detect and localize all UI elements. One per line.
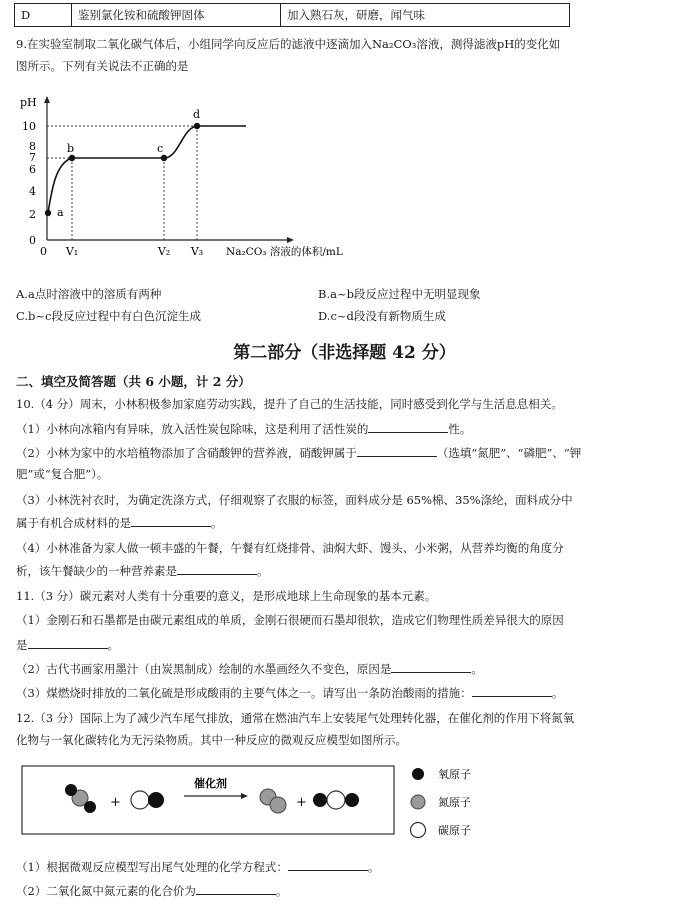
q9-option-a: A.a点时溶液中的溶质有两种 (16, 287, 162, 301)
molecule-co2 (313, 791, 359, 809)
q11-part3-text: （3）煤燃烧时排放的二氧化硫是形成酸雨的主要气体之一。请写出一条防治酸雨的措施： (16, 686, 472, 700)
q10-part2-cont: 肥”或“复合肥”）。 (16, 467, 109, 481)
q10-part2-text: （2）小林为家中的水培植物添加了含硝酸钾的营养液，硝酸钾属于 (16, 446, 357, 460)
q9-stem-line1: 9.在实验室制取二氧化碳气体后，小组同学向反应后的滤液中逐滴加入Na₂CO₃溶液，测得滤液pH的变化如 (16, 37, 561, 51)
q10-part3-cont (16, 514, 223, 531)
q10-part3-text: 属于有机合成材料的是 (16, 516, 131, 530)
q12-part2-text: （2）二氧化氮中氮元素的化合价为 (16, 884, 196, 898)
carbon-atom-icon (411, 823, 426, 838)
x-ticks (40, 245, 203, 258)
x-axis-label: Na₂CO₃ 溶液的体积/mL (226, 246, 343, 258)
y-tick-label: 6 (29, 163, 36, 176)
punctuation: 。 (367, 860, 380, 874)
answer-blank[interactable] (368, 420, 448, 433)
q11-stem: 11.（3 分）碳元素对人类有十分重要的意义，是形成地球上生命现象的基本元素。 (16, 589, 437, 603)
section2-title: 二、填空及简答题（共 6 小题，计 2 分） (16, 374, 251, 389)
q10-part1-text: （1）小林向冰箱内有异味，放入活性炭包除味，这是利用了活性炭的 (16, 422, 369, 436)
table-cell: 加入熟石灰，研磨，闻气味 (281, 4, 570, 27)
punctuation: 。 (275, 884, 288, 898)
q11-part2-text: （2）古代书画家用墨汁（由炭黑制成）绘制的水墨画经久不变色，原因是 (16, 662, 392, 676)
point-label: d (193, 108, 201, 121)
table-cell: 鉴别氯化铵和硫酸钾固体 (72, 4, 281, 27)
y-axis-label: pH (20, 96, 37, 109)
answer-blank[interactable] (28, 636, 108, 649)
point-b (69, 155, 75, 161)
q10-part4: （4）小林准备为家人做一顿丰盛的午餐，午餐有红烧排骨、油焖大虾、馒头、小米粥，从营养均衡的角度分 (16, 541, 564, 555)
q10-part2-suffix: （选填“氮肥”、“磷肥”、“钾 (436, 446, 582, 460)
punctuation: 。 (107, 638, 119, 652)
q10-part1-suffix: 性。 (448, 422, 472, 436)
q11-part2 (16, 660, 483, 677)
q10-part1 (16, 420, 471, 437)
q12-part2 (16, 882, 287, 899)
x-tick-label: V₃ (190, 245, 204, 258)
point-d (194, 123, 200, 129)
q11-part1-cont (16, 636, 119, 653)
q10-part2 (16, 444, 581, 461)
y-tick-label: 7 (29, 151, 36, 164)
catalyst-label: 催化剂 (194, 777, 227, 790)
punctuation: 。 (257, 564, 269, 578)
y-tick-label: 8 (29, 140, 36, 153)
point-label: c (157, 142, 164, 155)
q12-stem-line1: 12.（3 分）国际上为了减少汽车尾气排放，通常在燃油汽车上安装尾气处理转化器，在催化剂的作用下将氮氧 (16, 711, 575, 725)
y-tick-label: 0 (29, 234, 36, 247)
q12-part1-text: （1）根据微观反应模型写出尾气处理的化学方程式： (16, 860, 288, 874)
part2-title: 第二部分（非选择题 42 分） (233, 343, 456, 363)
q12-stem-line2: 化物与一氧化碳转化为无污染物质。其中一种反应的微观反应模型如图所示。 (16, 733, 407, 747)
answer-blank[interactable] (177, 562, 257, 575)
q9-option-c: C.b~c段反应过程中有白色沉淀生成 (16, 309, 201, 323)
legend-carbon: 碳原子 (438, 824, 471, 837)
answer-blank[interactable] (131, 514, 211, 527)
punctuation: 。 (211, 516, 223, 530)
answer-blank[interactable] (196, 882, 276, 895)
x-tick-label: V₁ (65, 245, 79, 258)
legend-nitrogen: 氮原子 (438, 796, 471, 809)
ph-curve (48, 126, 246, 213)
x-tick-label: 0 (40, 245, 47, 258)
q9-option-b: B.a~b段反应过程中无明显现象 (318, 287, 481, 301)
table-row (15, 4, 570, 27)
y-tick-label: 2 (29, 208, 36, 221)
q10-stem: 10.（4 分）周末，小林积极参加家庭劳动实践，提升了自己的生活技能，同时感受到化学与生活息息相关。 (16, 397, 563, 411)
reaction-diagram (14, 752, 534, 850)
y-tick-label: 10 (22, 120, 36, 133)
answer-blank[interactable] (357, 444, 437, 457)
q11-part1: （1）金刚石和石墨都是由碳元素组成的单质，金刚石很硬而石墨却很软，造成它们物理性质差异很大的原因 (16, 613, 564, 627)
y-tick-label: 4 (29, 185, 36, 198)
q10-part4-text: 析，该午餐缺少的一种营养素是 (16, 564, 177, 578)
nitrogen-atom-icon (411, 795, 425, 809)
q10-part3: （3）小林洗衬衣时，为确定洗涤方式，仔细观察了衣服的标签，面料成分是 65%棉、35%涤纶，面料成分中 (16, 493, 573, 507)
answer-blank[interactable] (391, 660, 471, 673)
axes (44, 96, 294, 243)
atom-legend (411, 767, 472, 838)
answer-blank[interactable] (472, 684, 552, 697)
ph-chart (14, 88, 374, 273)
oxygen-atom-icon (412, 768, 424, 780)
point-a (45, 210, 51, 216)
q10-part4-cont (16, 562, 269, 579)
punctuation: 。 (551, 686, 564, 700)
table-cell: D (15, 4, 72, 27)
x-tick-label: V₂ (157, 245, 171, 258)
curve-points (45, 108, 200, 219)
y-ticks (22, 120, 36, 247)
legend-oxygen: 氧原子 (438, 768, 471, 781)
punctuation: 。 (471, 662, 483, 676)
answer-blank[interactable] (288, 858, 368, 871)
plus-sign: + (296, 795, 307, 810)
q11-part3 (16, 684, 563, 701)
point-label: b (67, 142, 75, 155)
top-table (14, 3, 570, 27)
plus-sign: + (110, 795, 121, 810)
point-c (161, 155, 167, 161)
q9-option-d: D.c~d段没有新物质生成 (318, 309, 446, 323)
q9-stem-line2: 图所示。下列有关说法不正确的是 (16, 59, 189, 73)
q12-part1 (16, 858, 379, 875)
point-label: a (57, 206, 64, 219)
q11-part1-text: 是 (16, 638, 28, 652)
